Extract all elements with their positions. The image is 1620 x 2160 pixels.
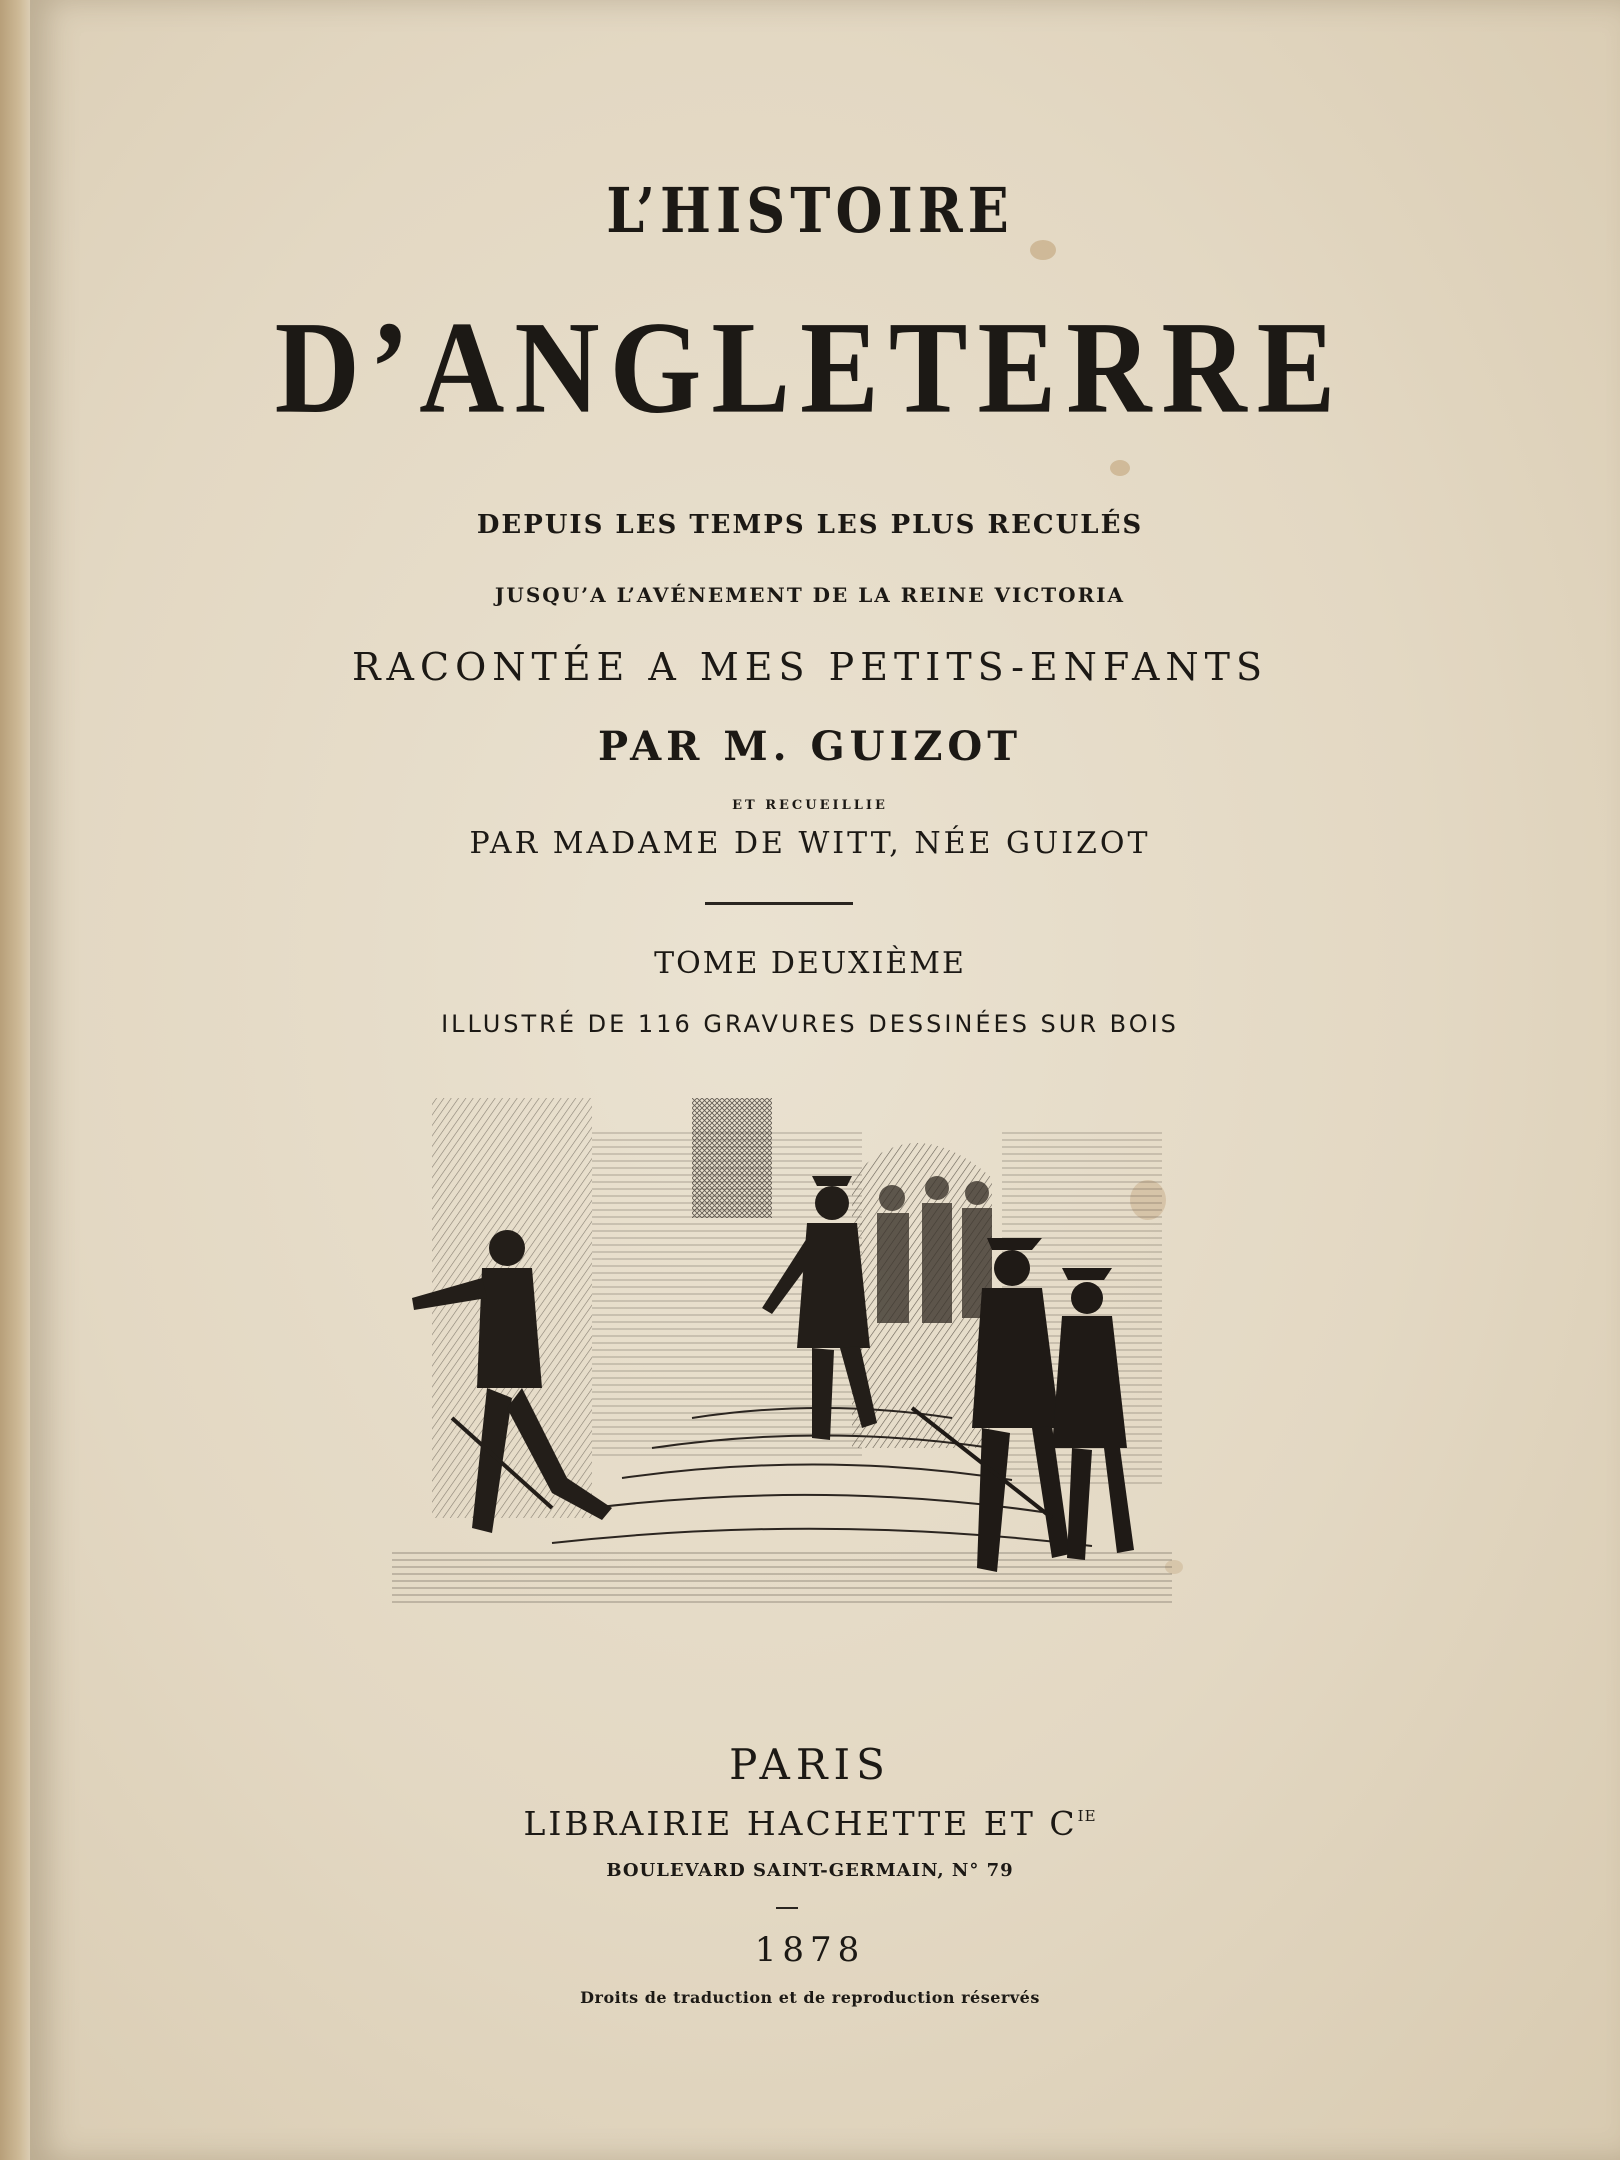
crowd-figures (877, 1176, 992, 1323)
publisher-name: LIBRAIRIE HACHETTE ET C (523, 1804, 1078, 1843)
illustration-note: ILLUSTRÉ DE 116 GRAVURES DESSINÉES SUR BOIS (441, 1010, 1179, 1038)
author-line: PAR M. GUIZOT (597, 723, 1023, 770)
subtitle-racontee: RACONTÉE A MES PETITS-ENFANTS (351, 645, 1269, 689)
co-author-line: PAR MADAME DE WITT, NÉE GUIZOT (469, 826, 1151, 861)
imprint-year: 1878 (754, 1930, 866, 1970)
recueillie-line: ET RECUEILLIE (732, 798, 888, 813)
rights-notice: Droits de traduction et de reproduction réservés (580, 1988, 1040, 2007)
foxing-stain (1110, 460, 1130, 476)
subtitle-depuis: DEPUIS LES TEMPS LES PLUS RECULÉS (476, 510, 1144, 540)
small-rule (776, 1907, 798, 1909)
title-line-histoire: L’HISTOIRE (606, 173, 1014, 247)
publisher-superscript: IE (1077, 1807, 1097, 1825)
imprint-address: BOULEVARD SAINT-GERMAIN, N° 79 (606, 1860, 1014, 1881)
imprint-publisher (0, 1804, 1620, 1843)
subtitle-jusqua: JUSQU’A L’AVÉNEMENT DE LA REINE VICTORIA (494, 583, 1126, 607)
divider-rule (705, 902, 853, 905)
volume-line: TOME DEUXIÈME (654, 946, 966, 981)
engraving-illustration (392, 1088, 1172, 1648)
leaded-window (692, 1098, 772, 1218)
title-line-angleterre: D’ANGLETERRE (274, 294, 1346, 441)
imprint-city: PARIS (729, 1740, 891, 1789)
